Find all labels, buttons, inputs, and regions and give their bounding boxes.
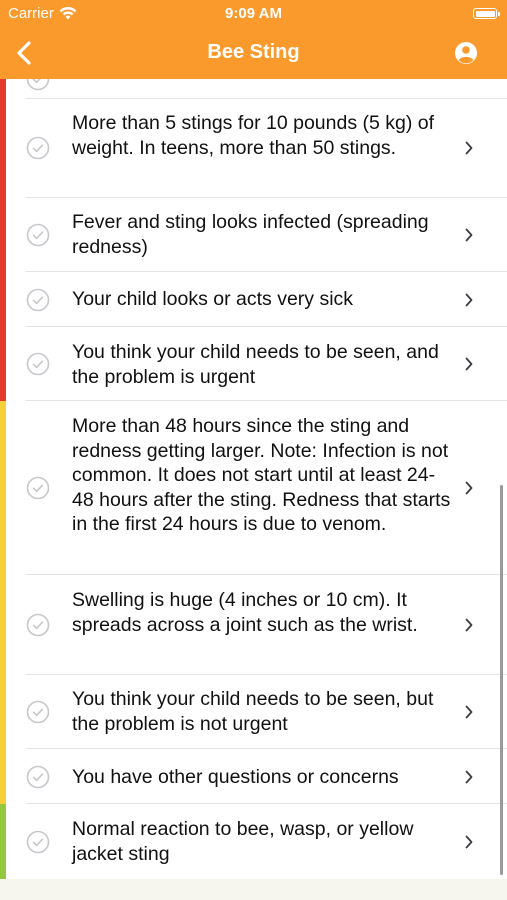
check-circle-icon — [26, 223, 50, 247]
list-item-label: You think your child needs to be seen, and the problem is urgent — [72, 341, 439, 388]
list-item-label: You have other questions or concerns — [72, 766, 399, 788]
list-item[interactable] — [26, 198, 507, 272]
scrollbar[interactable] — [500, 485, 503, 875]
check-circle-icon — [26, 136, 50, 160]
header — [0, 0, 507, 79]
battery-level — [476, 11, 495, 17]
chevron-right-icon — [465, 835, 473, 849]
list-item[interactable] — [26, 749, 507, 804]
list-item-label: Fever and sting looks infected (spreading redness) — [72, 211, 429, 258]
status-bar — [0, 0, 507, 28]
chevron-right-icon — [465, 141, 473, 155]
list-item-label: Normal reaction to bee, wasp, or yellow jacket sting — [72, 818, 414, 865]
triage-list — [0, 79, 507, 879]
severity-band-green — [0, 804, 6, 879]
check-circle-icon — [26, 830, 50, 854]
chevron-right-icon — [465, 705, 473, 719]
check-circle-icon — [26, 765, 50, 789]
check-circle-icon — [26, 476, 50, 500]
chevron-right-icon — [465, 293, 473, 307]
nav-bar — [0, 28, 507, 79]
list-item[interactable] — [26, 79, 507, 99]
list-item-label: More than 5 stings for 10 pounds (5 kg) of weight. In teens, more than 50 stings. — [72, 112, 435, 159]
chevron-right-icon — [465, 357, 473, 371]
carrier-label: Carrier — [8, 5, 54, 22]
list-item-label: More than 48 hours since the sting and redness getting larger. Note: Infection is not common. It does not start until at least 24-48 hours after the sting. Redness that starts in the first 24 hours is due to venom. — [72, 415, 451, 535]
check-circle-icon — [26, 79, 50, 91]
chevron-right-icon — [465, 481, 473, 495]
list-item[interactable] — [26, 675, 507, 749]
severity-band-yellow — [0, 401, 6, 804]
page-title: Bee Sting — [207, 41, 300, 63]
check-circle-icon — [26, 288, 50, 312]
list-item-label: You think your child needs to be seen, but the problem is not urgent — [72, 688, 434, 735]
list-item[interactable] — [26, 804, 507, 879]
list-item[interactable] — [26, 99, 507, 198]
user-circle-icon — [453, 40, 479, 66]
list-item-label: Your child looks or acts very sick — [72, 288, 354, 310]
account-button[interactable] — [453, 40, 479, 66]
list-item-label: Swelling is huge (4 inches or 10 cm). It spreads across a joint such as the wrist. — [72, 589, 418, 636]
list-item[interactable] — [26, 327, 507, 401]
check-circle-icon — [26, 700, 50, 724]
chevron-right-icon — [465, 228, 473, 242]
chevron-right-icon — [465, 770, 473, 784]
check-circle-icon — [26, 613, 50, 637]
chevron-right-icon — [465, 618, 473, 632]
status-time: 9:09 AM — [225, 5, 282, 22]
list-item[interactable] — [26, 575, 507, 675]
list-item[interactable] — [26, 272, 507, 327]
severity-band-red — [0, 79, 6, 401]
battery-icon — [473, 8, 497, 19]
list-item[interactable] — [26, 401, 507, 575]
check-circle-icon — [26, 352, 50, 376]
footer-strip — [0, 879, 507, 900]
